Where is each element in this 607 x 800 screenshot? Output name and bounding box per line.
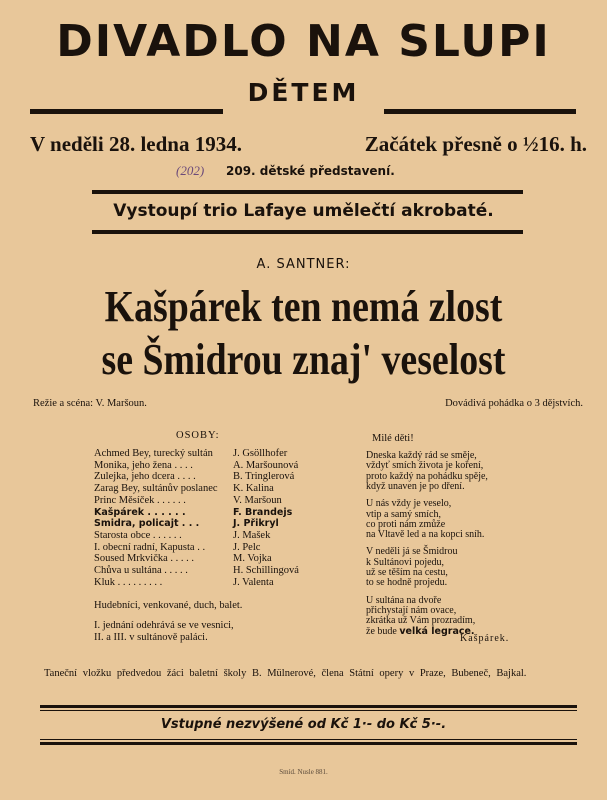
genre-label: Dovádivá pohádka o 3 dějstvích.: [445, 398, 583, 409]
poem-line: V neděli já se Šmidrou: [366, 546, 458, 558]
dateline: [30, 132, 587, 157]
admission-rule-top-thick: [40, 705, 577, 708]
cast-actor: J. Gsöllhofer: [233, 448, 288, 459]
cast-role: Chůva u sultána . . . . .: [94, 565, 188, 576]
printer-imprint: Smíd. Nusle 881.: [279, 768, 328, 776]
admission-rule-bottom-thin: [40, 739, 577, 740]
cast-role: Princ Měsíček . . . . . .: [94, 494, 186, 506]
cast-actor: F. Brandejs: [233, 506, 293, 518]
director-credit: Režie a scéna: V. Maršoun.: [33, 398, 147, 409]
title-divider-left: [30, 109, 223, 114]
admission-rule-top-thin: [40, 710, 577, 711]
play-title-line-2: se Šmidrou znaj' veselost: [101, 335, 506, 384]
handwritten-note: (202): [176, 163, 205, 178]
title-divider-right: [384, 109, 576, 114]
poem-line: už se těším na cestu,: [366, 567, 448, 578]
cast-actor: B. Tringlerová: [233, 471, 295, 483]
cast-actor: M. Vojka: [233, 553, 272, 565]
poem-line: že bude velká legrace.: [366, 625, 475, 637]
cast-actor: J. Mašek: [233, 529, 271, 541]
cast-role: Soused Mrkvička . . . . .: [94, 553, 195, 565]
cast-actor: V. Maršoun: [233, 494, 282, 506]
poem-line: co proti nám zmůže: [366, 518, 446, 530]
cast-role: Starosta obce . . . . . .: [94, 529, 182, 541]
trio-rule-top: [92, 190, 523, 194]
act-location-1: I. jednání odehrává se ve vesnici,: [94, 620, 234, 631]
cast-actor: J. Valenta: [233, 576, 274, 588]
poem-greeting: Milé děti!: [372, 433, 414, 444]
cast-role: Kluk . . . . . . . . .: [94, 576, 163, 588]
cast-actor: H. Schillingová: [233, 565, 299, 576]
cast-role: Monika, jeho žena . . . .: [94, 459, 193, 471]
poem-line: zkrátka už Vám prozradím,: [366, 615, 476, 627]
cast-actor: K. Kalina: [233, 483, 274, 495]
performance-date: V neděli 28. ledna 1934.: [30, 132, 242, 156]
cast-heading: OSOBY:: [176, 430, 220, 441]
cast-role: Šmidra, policajt . . .: [94, 518, 200, 530]
poem-line: když unaven je po dření.: [366, 480, 465, 492]
cast-role: Kašpárek . . . . . .: [94, 506, 186, 518]
poster-subtitle: DĚTEM: [247, 78, 360, 107]
dance-credit: Taneční vložku předvedou žáci baletní školy B. Mülnerové, člena Státní opery v Praze, Bubeneč, Bajkal.: [44, 668, 527, 679]
cast-role: Achmed Bey, turecký sultán: [94, 448, 213, 459]
performance-number: 209. dětské představení.: [226, 164, 395, 178]
poem-line: U nás vždy je veselo,: [366, 498, 452, 510]
cast-role: I. obecní radní, Kapusta . .: [94, 541, 206, 553]
trio-announcement: Vystoupí trio Lafaye umělečtí akrobaté.: [113, 201, 494, 221]
extras-line: Hudebníci, venkované, duch, balet.: [94, 600, 243, 611]
play-title-line-1: Kašpárek ten nemá zlost: [104, 282, 503, 331]
poem-line: na Vltavě led a na kopci sníh.: [366, 529, 485, 541]
poem-line: vtip a samý smích,: [366, 508, 441, 520]
cast-role: Zulejka, jeho dcera . . . .: [94, 471, 196, 483]
poem-line: vždyť smích života je koření,: [366, 460, 484, 472]
poster-title: DIVADLO NA SLUPI: [56, 16, 551, 67]
trio-rule-bottom: [92, 230, 523, 234]
poem-line: proto každý na pohádku spěje,: [366, 470, 488, 482]
poem-line: Dneska každý rád se směje,: [366, 450, 477, 461]
poem-line: k Sultánovi pojedu,: [366, 556, 445, 568]
admission-rule-bottom-thick: [40, 742, 577, 745]
act-location-2: II. a III. v sultánově paláci.: [94, 632, 208, 643]
poem-signature: Kašpárek.: [460, 633, 510, 644]
cast-actor: J. Pelc: [233, 541, 261, 553]
cast-actor: J. Přikryl: [233, 518, 279, 530]
poem-emphasis: velká legrace.: [399, 625, 475, 637]
admission-price: Vstupné nezvýšené od Kč 1·- do Kč 5·-.: [160, 717, 447, 732]
poem-line: U sultána na dvoře: [366, 594, 442, 606]
poem-line: přichystají nám ovace,: [366, 604, 457, 616]
start-time: Začátek přesně o ½16. h.: [364, 132, 587, 156]
play-author: A. SANTNER:: [256, 257, 351, 272]
poem-line: to se hodně projedu.: [366, 577, 448, 589]
cast-role: Zarag Bey, sultánův poslanec: [94, 483, 218, 495]
cast-actor: A. Maršounová: [233, 459, 299, 471]
